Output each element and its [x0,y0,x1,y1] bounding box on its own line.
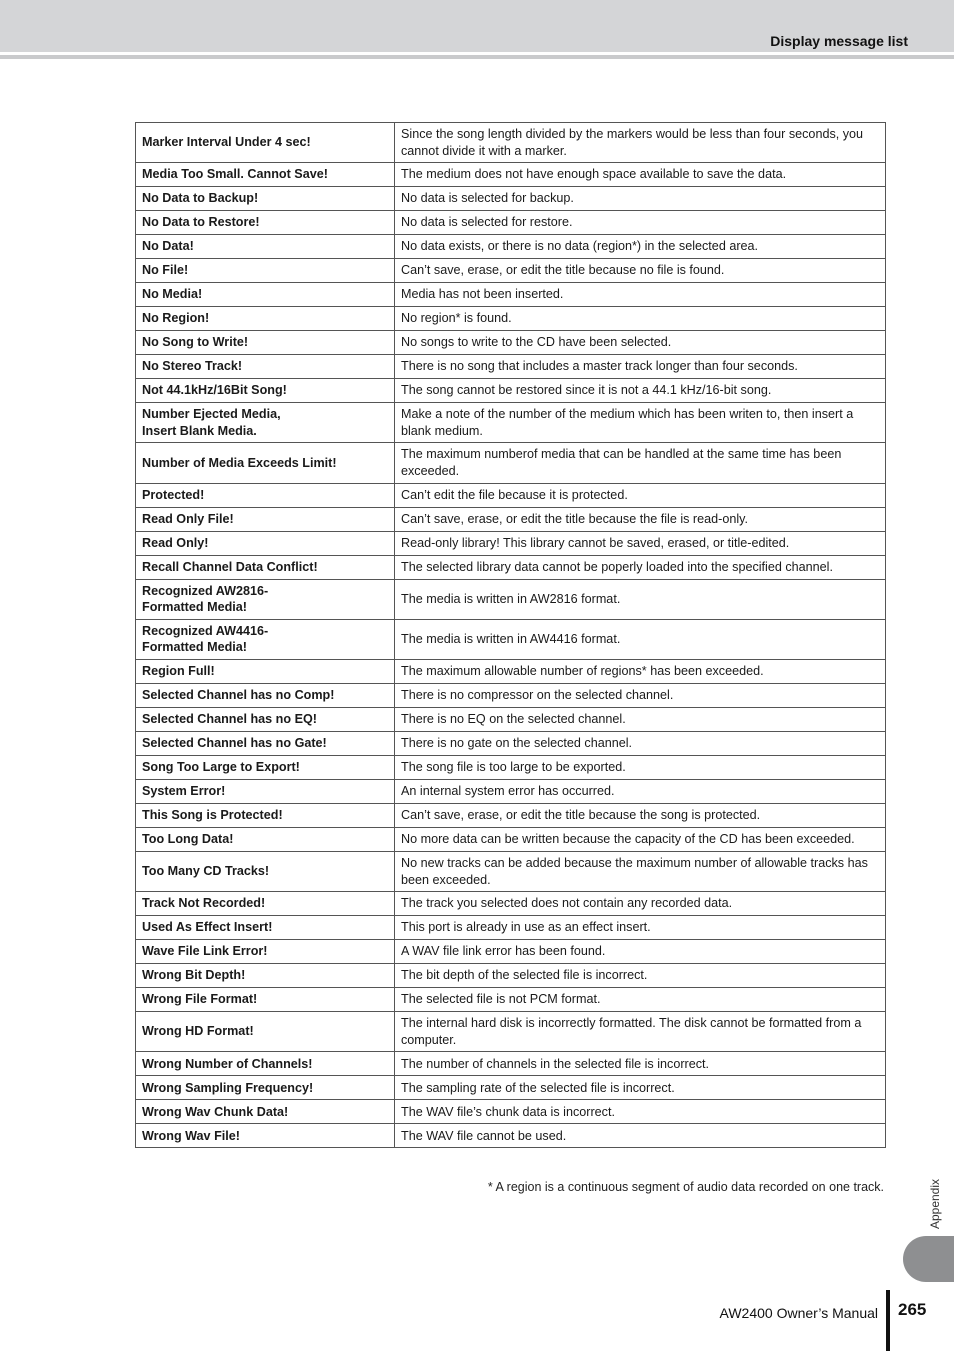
table-row [136,443,886,483]
description-cell: Can’t save, erase, or edit the title because the file is read-only. [395,507,886,531]
table-row [136,259,886,283]
table-row [136,1076,886,1100]
description-cell: There is no compressor on the selected channel. [395,683,886,707]
table-row [136,531,886,555]
description-cell: There is no song that includes a master track longer than four seconds. [395,355,886,379]
message-cell: Wrong Number of Channels! [136,1052,395,1076]
table-row [136,283,886,307]
side-tab-label: Appendix [928,1178,942,1230]
message-cell: Region Full! [136,659,395,683]
table-row [136,211,886,235]
table-row [136,755,886,779]
description-cell: The maximum allowable number of regions* has been exceeded. [395,659,886,683]
table-row [136,579,886,619]
description-cell: No songs to write to the CD have been selected. [395,331,886,355]
table-row [136,619,886,659]
table-row [136,916,886,940]
description-cell: Can’t edit the file because it is protected. [395,483,886,507]
table-row [136,1100,886,1124]
description-cell: The song file is too large to be exported. [395,755,886,779]
table-row [136,659,886,683]
message-cell: Marker Interval Under 4 sec! [136,123,395,163]
message-cell: No Data to Restore! [136,211,395,235]
table-row [136,307,886,331]
description-cell: Can’t save, erase, or edit the title because no file is found. [395,259,886,283]
message-cell: Too Many CD Tracks! [136,851,395,891]
message-cell: Wrong Sampling Frequency! [136,1076,395,1100]
message-cell: Not 44.1kHz/16Bit Song! [136,379,395,403]
description-cell: The media is written in AW2816 format. [395,579,886,619]
table-row [136,851,886,891]
table-row [136,779,886,803]
header-rule [0,55,954,59]
table-row [136,555,886,579]
message-cell: No Data to Backup! [136,187,395,211]
message-cell: Recognized AW2816- Formatted Media! [136,579,395,619]
message-cell: Recall Channel Data Conflict! [136,555,395,579]
table-row [136,355,886,379]
message-cell: Number Ejected Media, Insert Blank Media. [136,403,395,443]
description-cell: The WAV file cannot be used. [395,1124,886,1148]
description-cell: The WAV file’s chunk data is incorrect. [395,1100,886,1124]
description-cell: There is no gate on the selected channel. [395,731,886,755]
table-row [136,964,886,988]
table-row [136,683,886,707]
message-table-body [136,123,886,1148]
description-cell: This port is already in use as an effect insert. [395,916,886,940]
message-cell: Media Too Small. Cannot Save! [136,163,395,187]
message-cell: Wrong HD Format! [136,1012,395,1052]
description-cell: The selected library data cannot be poperly loaded into the specified channel. [395,555,886,579]
table-row [136,707,886,731]
table-row [136,331,886,355]
description-cell: The internal hard disk is incorrectly formatted. The disk cannot be formatted from a computer. [395,1012,886,1052]
footnote: * A region is a continuous segment of audio data recorded on one track. [487,1180,884,1194]
table-row [136,1052,886,1076]
message-cell: Selected Channel has no Comp! [136,683,395,707]
description-cell: The track you selected does not contain any recorded data. [395,892,886,916]
message-cell: No File! [136,259,395,283]
table-row [136,988,886,1012]
message-cell: Read Only File! [136,507,395,531]
message-cell: Selected Channel has no EQ! [136,707,395,731]
message-cell: Number of Media Exceeds Limit! [136,443,395,483]
table-row [136,123,886,163]
description-cell: Since the song length divided by the markers would be less than four seconds, you cannot divide it with a marker. [395,123,886,163]
page-number: 265 [898,1300,927,1319]
message-cell: Track Not Recorded! [136,892,395,916]
description-cell: The number of channels in the selected file is incorrect. [395,1052,886,1076]
description-cell: The sampling rate of the selected file is incorrect. [395,1076,886,1100]
description-cell: The selected file is not PCM format. [395,988,886,1012]
side-tab [903,1236,954,1282]
message-cell: No Region! [136,307,395,331]
description-cell: The media is written in AW4416 format. [395,619,886,659]
table-row [136,892,886,916]
description-cell: An internal system error has occurred. [395,779,886,803]
table-row [136,163,886,187]
table-row [136,507,886,531]
description-cell: No new tracks can be added because the maximum number of allowable tracks has been exceeded. [395,851,886,891]
message-cell: Too Long Data! [136,827,395,851]
manual-name: AW2400 Owner’s Manual [719,1305,878,1321]
message-cell: Wrong Wav File! [136,1124,395,1148]
description-cell: There is no EQ on the selected channel. [395,707,886,731]
description-cell: No data is selected for restore. [395,211,886,235]
description-cell: A WAV file link error has been found. [395,940,886,964]
message-cell: Selected Channel has no Gate! [136,731,395,755]
message-cell: Used As Effect Insert! [136,916,395,940]
table-row [136,827,886,851]
description-cell: Read-only library! This library cannot be saved, erased, or title-edited. [395,531,886,555]
page-number-bar [886,1290,890,1351]
description-cell: The medium does not have enough space available to save the data. [395,163,886,187]
description-cell: Make a note of the number of the medium which has been writen to, then insert a blank medium. [395,403,886,443]
table-row [136,379,886,403]
message-cell: System Error! [136,779,395,803]
description-cell: The maximum numberof media that can be handled at the same time has been exceeded. [395,443,886,483]
description-cell: No region* is found. [395,307,886,331]
table-row [136,731,886,755]
description-cell: No more data can be written because the capacity of the CD has been exceeded. [395,827,886,851]
message-cell: This Song is Protected! [136,803,395,827]
message-cell: No Stereo Track! [136,355,395,379]
table-row [136,483,886,507]
description-cell: No data is selected for backup. [395,187,886,211]
message-cell: Wave File Link Error! [136,940,395,964]
table-row [136,1012,886,1052]
table-row [136,1124,886,1148]
message-cell: No Media! [136,283,395,307]
message-table [135,122,886,1148]
table-row [136,187,886,211]
message-cell: Wrong Wav Chunk Data! [136,1100,395,1124]
message-cell: Wrong File Format! [136,988,395,1012]
table-row [136,235,886,259]
message-cell: Wrong Bit Depth! [136,964,395,988]
message-cell: Recognized AW4416- Formatted Media! [136,619,395,659]
message-cell: Protected! [136,483,395,507]
message-cell: No Data! [136,235,395,259]
message-cell: Read Only! [136,531,395,555]
table-row [136,403,886,443]
description-cell: The bit depth of the selected file is incorrect. [395,964,886,988]
section-title: Display message list [770,33,908,49]
table-row [136,803,886,827]
table-row [136,940,886,964]
description-cell: Can’t save, erase, or edit the title because the song is protected. [395,803,886,827]
message-cell: Song Too Large to Export! [136,755,395,779]
header-divider [0,52,954,54]
description-cell: The song cannot be restored since it is not a 44.1 kHz/16-bit song. [395,379,886,403]
description-cell: No data exists, or there is no data (region*) in the selected area. [395,235,886,259]
message-cell: No Song to Write! [136,331,395,355]
description-cell: Media has not been inserted. [395,283,886,307]
